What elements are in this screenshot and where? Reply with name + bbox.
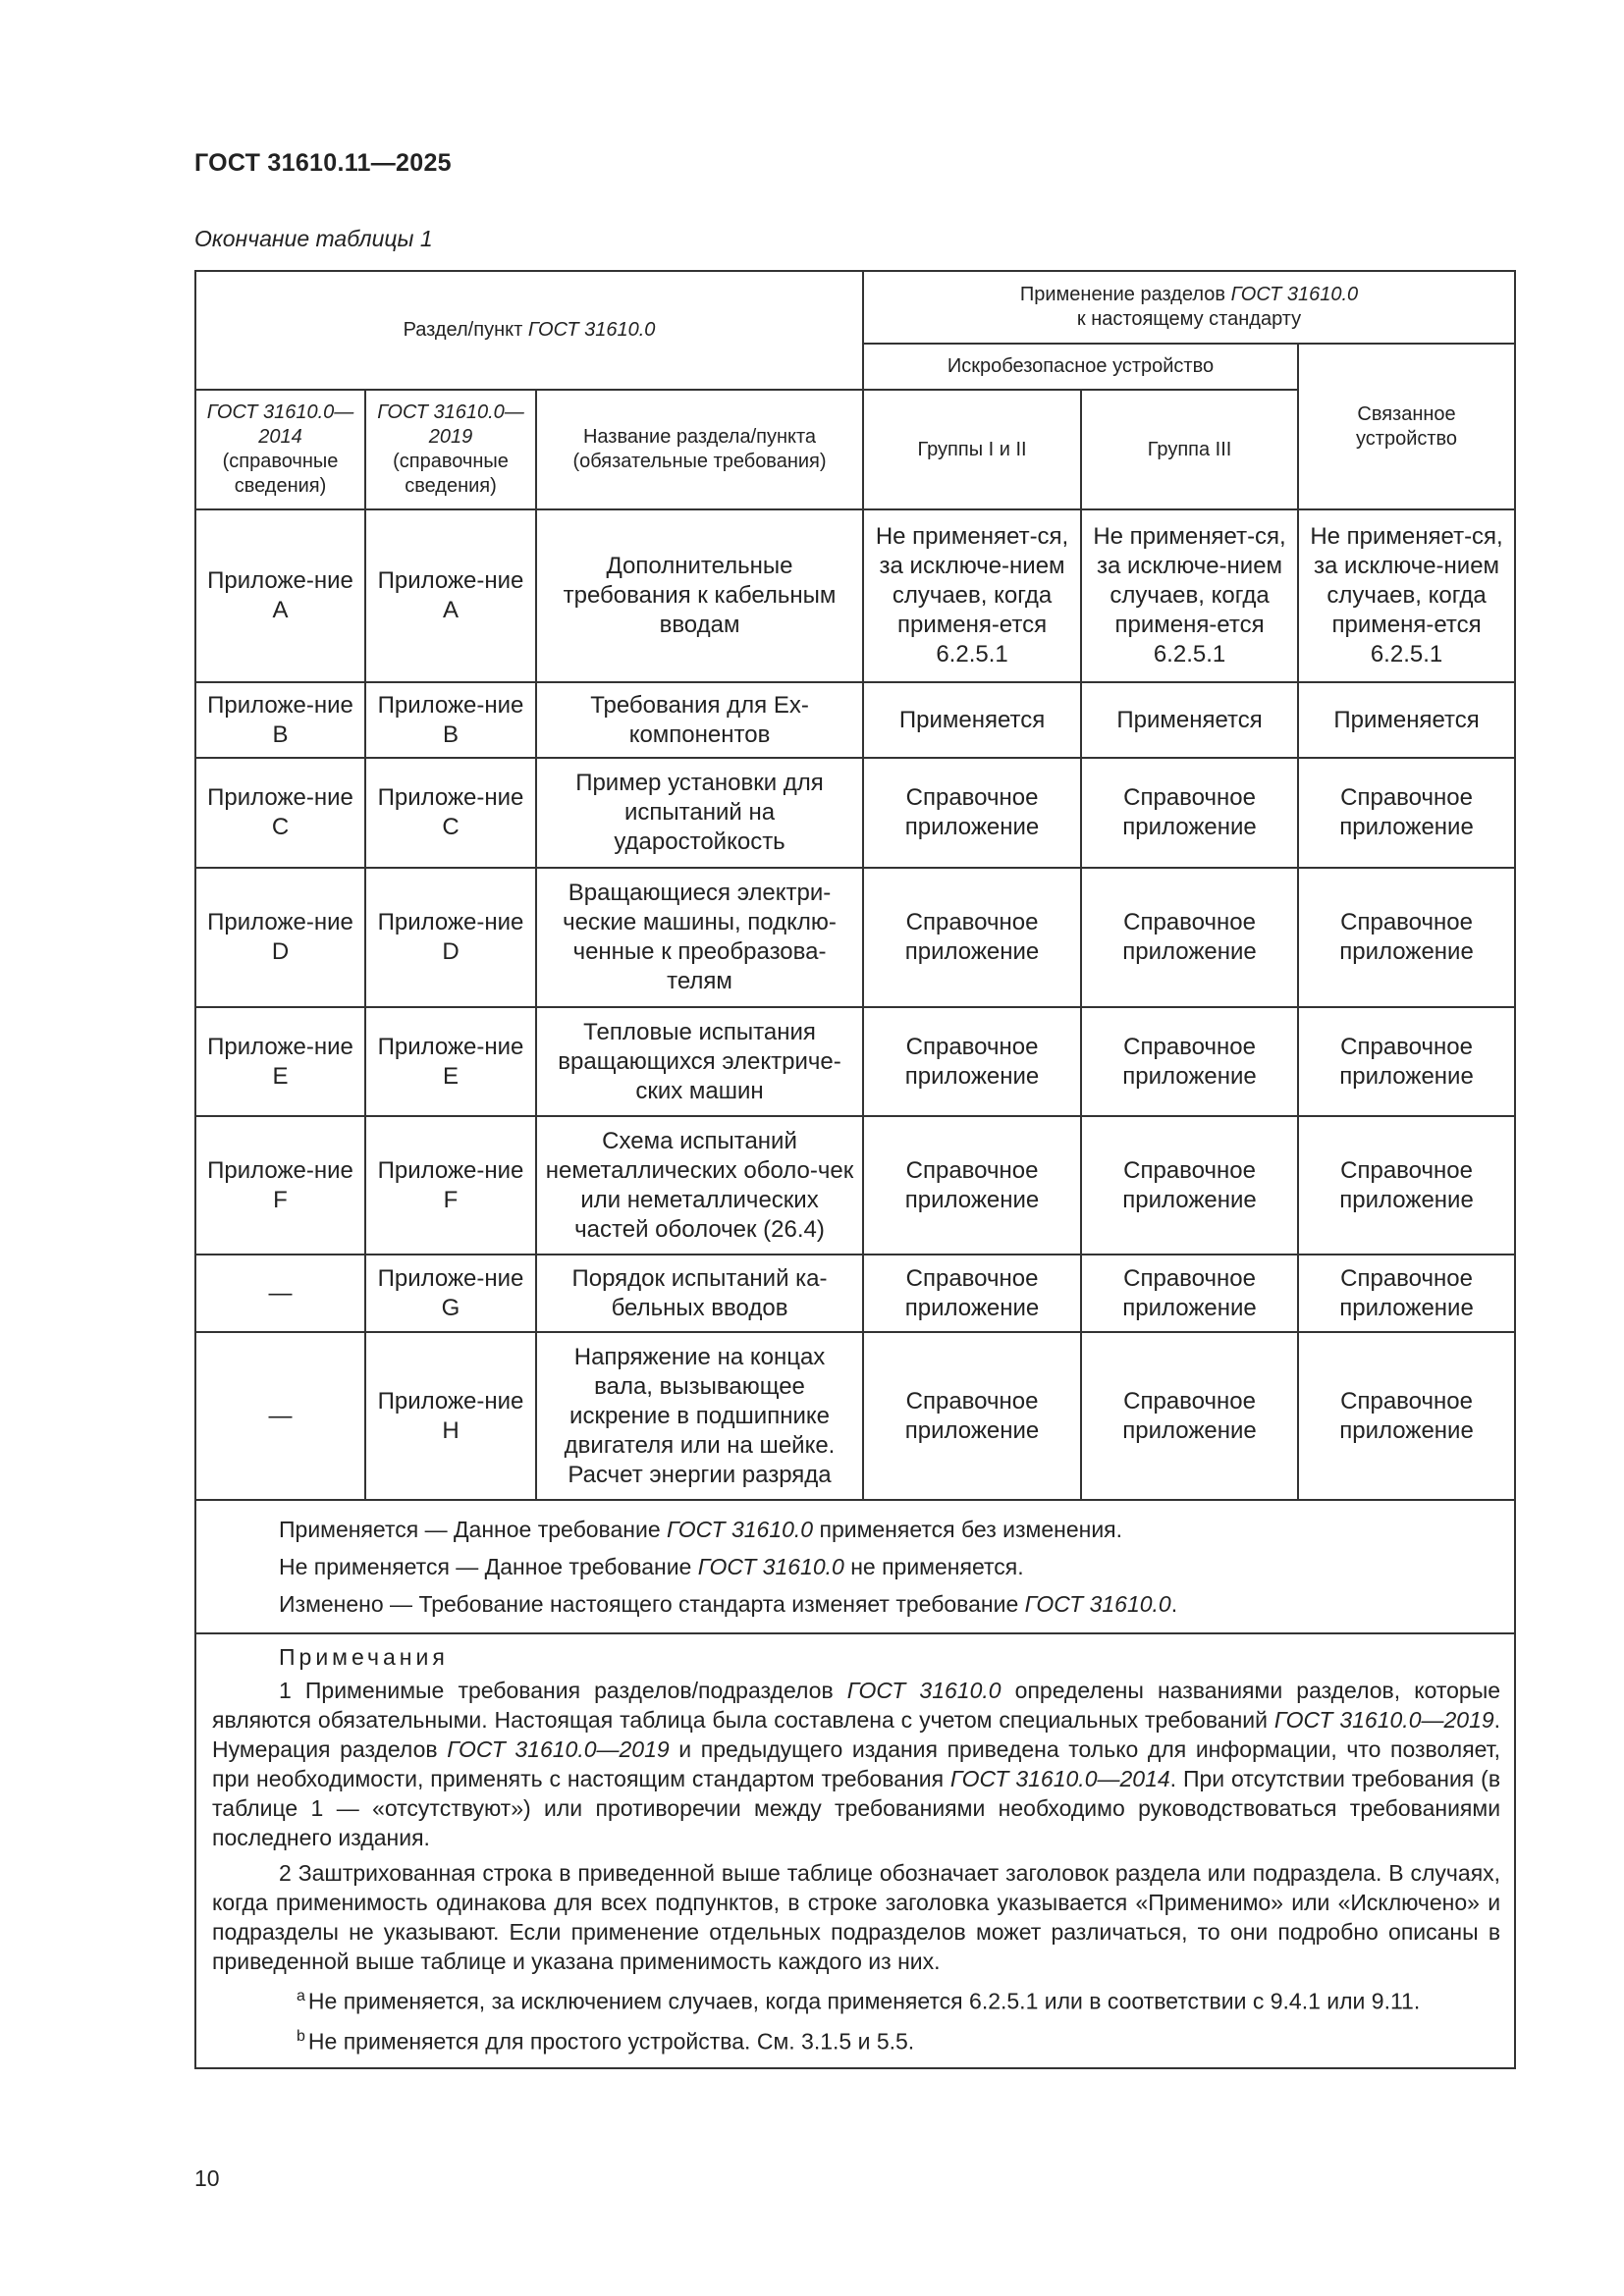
legend-text: . xyxy=(1170,1591,1178,1617)
cell-associated: Справочное приложение xyxy=(1298,1332,1515,1500)
table-row xyxy=(195,1116,1515,1255)
cell-title: Тепловые испытания вращающихся электриче-ских машин xyxy=(536,1007,863,1116)
cell-groups-1-2: Справочное приложение xyxy=(863,1116,1081,1255)
table-row xyxy=(195,1332,1515,1500)
cell-2019: Приложе-ние C xyxy=(365,758,536,868)
header-section-group xyxy=(195,271,863,390)
cell-group-3: Применяется xyxy=(1081,682,1298,758)
header-col-group-3: Группа III xyxy=(1081,390,1298,509)
legend-applies xyxy=(279,1511,1502,1548)
note-ref: ГОСТ 31610.0—2014 xyxy=(949,1766,1170,1791)
cell-groups-1-2: Справочное приложение xyxy=(863,1007,1081,1116)
note-ref: ГОСТ 31610.0—2019 xyxy=(1273,1707,1494,1733)
table-row xyxy=(195,868,1515,1007)
footnote-b-text: Не применяется для простого устройства. См. 3.1.5 и 5.5. xyxy=(307,2028,915,2055)
legend-text: не применяется. xyxy=(843,1554,1024,1579)
cell-title: Вращающиеся электри-ческие машины, подклю-ченные к преобразова-телям xyxy=(536,868,863,1007)
header-application-prefix: Применение разделов xyxy=(1019,284,1231,305)
legend-text: Изменено — Требование настоящего стандарта изменяет требование xyxy=(279,1591,1025,1617)
legend-changed xyxy=(279,1585,1502,1623)
cell-2019: Приложе-ние A xyxy=(365,509,536,682)
note-text: . При отсутствии требования (в таблице 1 — «отсутствуют») или противоречии между требованиями необходимо руководствоваться требованиями последнего издания. xyxy=(212,1766,1501,1850)
cell-associated: Справочное приложение xyxy=(1298,868,1515,1007)
header-col-2014-name: ГОСТ 31610.0—2014 xyxy=(206,401,354,448)
note-text: определены названиями разделов, которые являются обязательными. Настоящая таблица была составлена с учетом специальных требований xyxy=(212,1678,1501,1733)
cell-2019: Приложе-ние B xyxy=(365,682,536,758)
note-text: 1 Применимые требования разделов/подразделов xyxy=(279,1678,847,1703)
cell-title: Дополнительные требования к кабельным вводам xyxy=(536,509,863,682)
cell-2019: Приложе-ние D xyxy=(365,868,536,1007)
note-text: . Нумерация разделов xyxy=(212,1707,1501,1762)
header-section-ref: ГОСТ 31610.0 xyxy=(527,319,656,341)
table-row xyxy=(195,1007,1515,1116)
cell-groups-1-2: Справочное приложение xyxy=(863,1332,1081,1500)
table-row xyxy=(195,758,1515,868)
legend-text: Не применяется — Данное требование xyxy=(279,1554,698,1579)
page-number: 10 xyxy=(194,2165,220,2191)
legend-text: Применяется — Данное требование xyxy=(279,1517,668,1542)
cell-2014: Приложе-ние F xyxy=(195,1116,365,1255)
note-text: и предыдущего издания приведена только для информации, что позволяет, при необходимости, применять с настоящим стандартом требования xyxy=(212,1736,1501,1791)
table-grid xyxy=(194,270,1516,2069)
note-1 xyxy=(212,1676,1500,1852)
cell-associated: Справочное приложение xyxy=(1298,758,1515,868)
cell-associated: Справочное приложение xyxy=(1298,1116,1515,1255)
note-ref: ГОСТ 31610.0—2019 xyxy=(447,1736,670,1762)
cell-associated: Справочное приложение xyxy=(1298,1255,1515,1332)
header-application-group xyxy=(863,271,1515,344)
legend-not-applies xyxy=(279,1548,1502,1585)
cell-title: Напряжение на концах вала, вызывающее искрение в подшипнике двигателя или на шейке. Расчет энергии разряда xyxy=(536,1332,863,1500)
cell-group-3: Справочное приложение xyxy=(1081,1007,1298,1116)
footnote-b-mark: b xyxy=(297,2027,305,2045)
header-col-2014 xyxy=(195,390,365,509)
cell-groups-1-2: Справочное приложение xyxy=(863,1255,1081,1332)
cell-2014: Приложе-ние A xyxy=(195,509,365,682)
cell-groups-1-2: Справочное приложение xyxy=(863,868,1081,1007)
cell-2014: Приложе-ние D xyxy=(195,868,365,1007)
cell-title: Схема испытаний неметаллических оболо-чек или неметаллических частей оболочек (26.4) xyxy=(536,1116,863,1255)
cell-2014: Приложе-ние B xyxy=(195,682,365,758)
header-col-groups-1-2: Группы I и II xyxy=(863,390,1081,509)
cell-2014: — xyxy=(195,1332,365,1500)
footnote-b xyxy=(212,2022,1500,2056)
notes-block xyxy=(195,1633,1515,2068)
table-caption: Окончание таблицы 1 xyxy=(194,226,433,251)
note-2: 2 Заштрихованная строка в приведенной выше таблице обозначает заголовок раздела или подраздела. В случаях, когда применимость одинакова для всех подпунктов, в строке заголовка указывается «Применимо» или «Исключено» и подразделы не указывают. Если применение отдельных подразделов может различаться, то они подробно описаны в приведенной выше таблице и указана применимость каждого из них. xyxy=(212,1860,1501,1974)
note-ref: ГОСТ 31610.0 xyxy=(846,1678,1001,1703)
cell-2014: Приложе-ние E xyxy=(195,1007,365,1116)
legend-ref: ГОСТ 31610.0 xyxy=(667,1517,814,1542)
cell-associated: Применяется xyxy=(1298,682,1515,758)
cell-groups-1-2: Не применяет-ся, за исключе-нием случаев, когда применя-ется 6.2.5.1 xyxy=(863,509,1081,682)
header-col-2019 xyxy=(365,390,536,509)
cell-title: Порядок испытаний ка-бельных вводов xyxy=(536,1255,863,1332)
cell-group-3: Справочное приложение xyxy=(1081,758,1298,868)
cell-title: Пример установки для испытаний на ударостойкость xyxy=(536,758,863,868)
cell-2019: Приложе-ние F xyxy=(365,1116,536,1255)
header-application-line2: к настоящему стандарту xyxy=(1076,308,1302,330)
table-row xyxy=(195,682,1515,758)
header-col-title: Название раздела/пункта (обязательные требования) xyxy=(536,390,863,509)
cell-groups-1-2: Применяется xyxy=(863,682,1081,758)
cell-2019: Приложе-ние G xyxy=(365,1255,536,1332)
header-intrinsic-device: Искробезопасное устройство xyxy=(863,344,1298,390)
legend-text: применяется без изменения. xyxy=(813,1517,1123,1542)
footnote-a-mark: a xyxy=(297,1988,305,2004)
cell-groups-1-2: Справочное приложение xyxy=(863,758,1081,868)
document-code-header: ГОСТ 31610.11—2025 xyxy=(194,149,452,177)
cell-2014: — xyxy=(195,1255,365,1332)
cell-2019: Приложе-ние H xyxy=(365,1332,536,1500)
notes-title: Примечания xyxy=(279,1644,449,1670)
cell-2014: Приложе-ние C xyxy=(195,758,365,868)
table-row xyxy=(195,509,1515,682)
header-section-prefix: Раздел/пункт xyxy=(403,319,528,341)
cell-2019: Приложе-ние E xyxy=(365,1007,536,1116)
header-col-2019-note: (справочные сведения) xyxy=(393,451,509,497)
legend-block xyxy=(195,1500,1515,1633)
cell-title: Требования для Ex-компонентов xyxy=(536,682,863,758)
cell-associated: Справочное приложение xyxy=(1298,1007,1515,1116)
cell-group-3: Справочное приложение xyxy=(1081,1255,1298,1332)
cell-associated: Не применяет-ся, за исключе-нием случаев, когда применя-ется 6.2.5.1 xyxy=(1298,509,1515,682)
header-col-2019-name: ГОСТ 31610.0—2019 xyxy=(377,401,524,448)
cell-group-3: Справочное приложение xyxy=(1081,1116,1298,1255)
cell-group-3: Справочное приложение xyxy=(1081,1332,1298,1500)
requirements-table xyxy=(194,270,1514,2069)
header-associated-device: Связанное устройство xyxy=(1298,344,1515,509)
cell-group-3: Справочное приложение xyxy=(1081,868,1298,1007)
header-application-ref: ГОСТ 31610.0 xyxy=(1230,284,1359,305)
footnote-a xyxy=(212,1982,1500,2016)
legend-ref: ГОСТ 31610.0 xyxy=(697,1554,844,1579)
cell-group-3: Не применяет-ся, за исключе-нием случаев, когда применя-ется 6.2.5.1 xyxy=(1081,509,1298,682)
legend-ref: ГОСТ 31610.0 xyxy=(1024,1591,1171,1617)
header-col-2014-note: (справочные сведения) xyxy=(222,451,339,497)
footnote-a-text: Не применяется, за исключением случаев, когда применяется 6.2.5.1 или в соответствии с 9.4.1 или 9.11. xyxy=(307,1988,1421,2014)
table-row xyxy=(195,1255,1515,1332)
